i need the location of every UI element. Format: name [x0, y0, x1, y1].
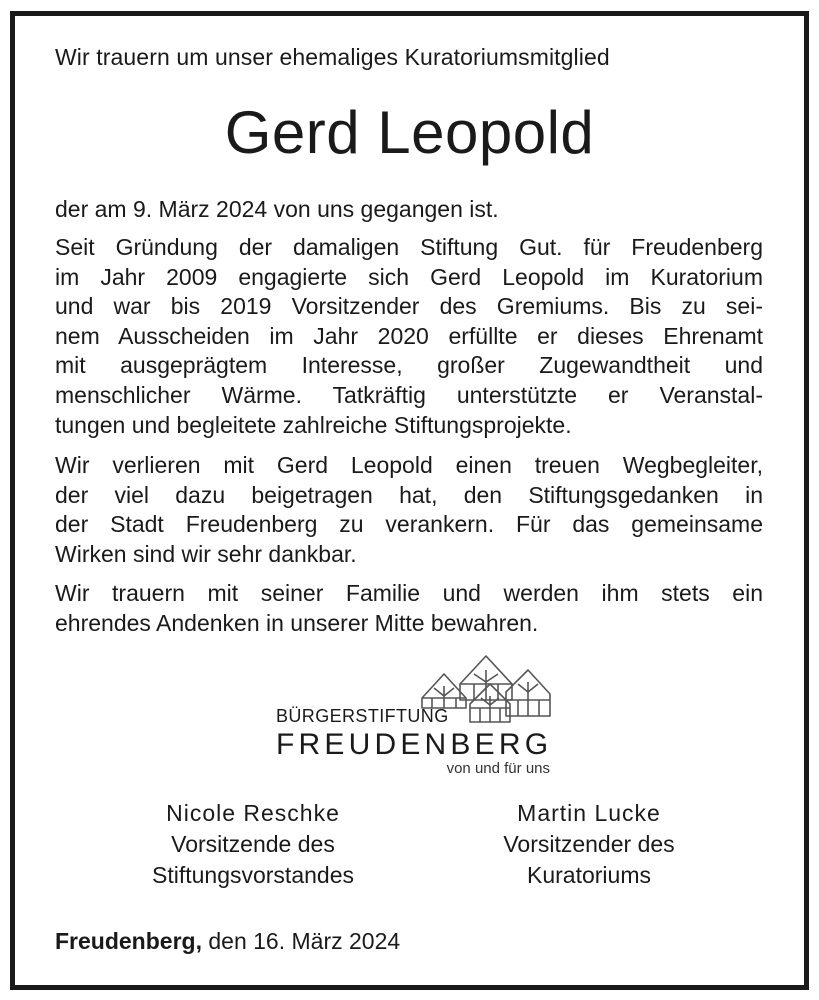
paragraph-line: im Jahr 2009 engagierte sich Gerd Leopold im Kuratorium [55, 263, 763, 290]
footer-date: den 16. März 2024 [208, 928, 401, 954]
paragraph-line: Seit Gründung der damaligen Stiftung Gut. für Freudenberg [55, 234, 763, 260]
logo-text-buergerstiftung: BÜRGERSTIFTUNG [276, 706, 449, 726]
paragraph-line: menschlicher Wärme. Tatkräftig unterstützte er Veranstal- [55, 381, 763, 408]
signatory-name: Martin Lucke [517, 800, 661, 826]
signatory-name: Nicole Reschke [166, 800, 340, 826]
paragraph-line: ehrendes Andenken in unserer Mitte bewahren. [55, 609, 539, 636]
paragraph-line: nem Ausscheiden im Jahr 2020 erfüllte er dieses Ehrenamt [55, 322, 763, 349]
signatory-role-line: Vorsitzender des [503, 831, 675, 857]
paragraph-gratitude [55, 451, 763, 569]
signatory-right [439, 798, 739, 891]
signatory-role-line: Vorsitzende des [171, 831, 335, 857]
signatory-role-line: Stiftungsvorstandes [151, 862, 354, 888]
paragraph-mourning [55, 579, 763, 638]
intro-text: Wir trauern um unser ehemaliges Kuratoriumsmitglied [55, 44, 610, 70]
paragraph-line: tungen und begleitete zahlreiche Stiftungsprojekte. [55, 411, 572, 438]
paragraph-line: Wir verlieren mit Gerd Leopold einen treuen Wegbegleiter, [55, 452, 763, 478]
death-date-text: der am 9. März 2024 von uns gegangen ist. [55, 196, 499, 222]
paragraph-tribute [55, 233, 763, 440]
footer-place: Freudenberg, [55, 928, 202, 954]
paragraph-line: Wirken sind wir sehr dankbar. [55, 540, 357, 567]
paragraph-line: der Stadt Freudenberg zu verankern. Für das gemeinsame [55, 511, 763, 538]
paragraph-line: mit ausgeprägtem Interesse, großer Zugewandtheit und [55, 352, 763, 379]
place-and-date [55, 928, 400, 955]
paragraph-line: Wir trauern mit seiner Familie und werden ihm stets ein [55, 580, 763, 606]
paragraph-line: der viel dazu beigetragen hat, den Stiftungsgedanken in [55, 481, 763, 508]
logo-tagline: von und für uns [446, 760, 550, 777]
logo-text-freudenberg: FREUDENBERG [276, 728, 553, 761]
paragraph-line: und war bis 2019 Vorsitzender des Gremiums. Bis zu sei- [55, 293, 763, 320]
signatory-role-line: Kuratoriums [527, 862, 651, 888]
signatory-left [103, 798, 403, 891]
deceased-name: Gerd Leopold [224, 99, 595, 166]
